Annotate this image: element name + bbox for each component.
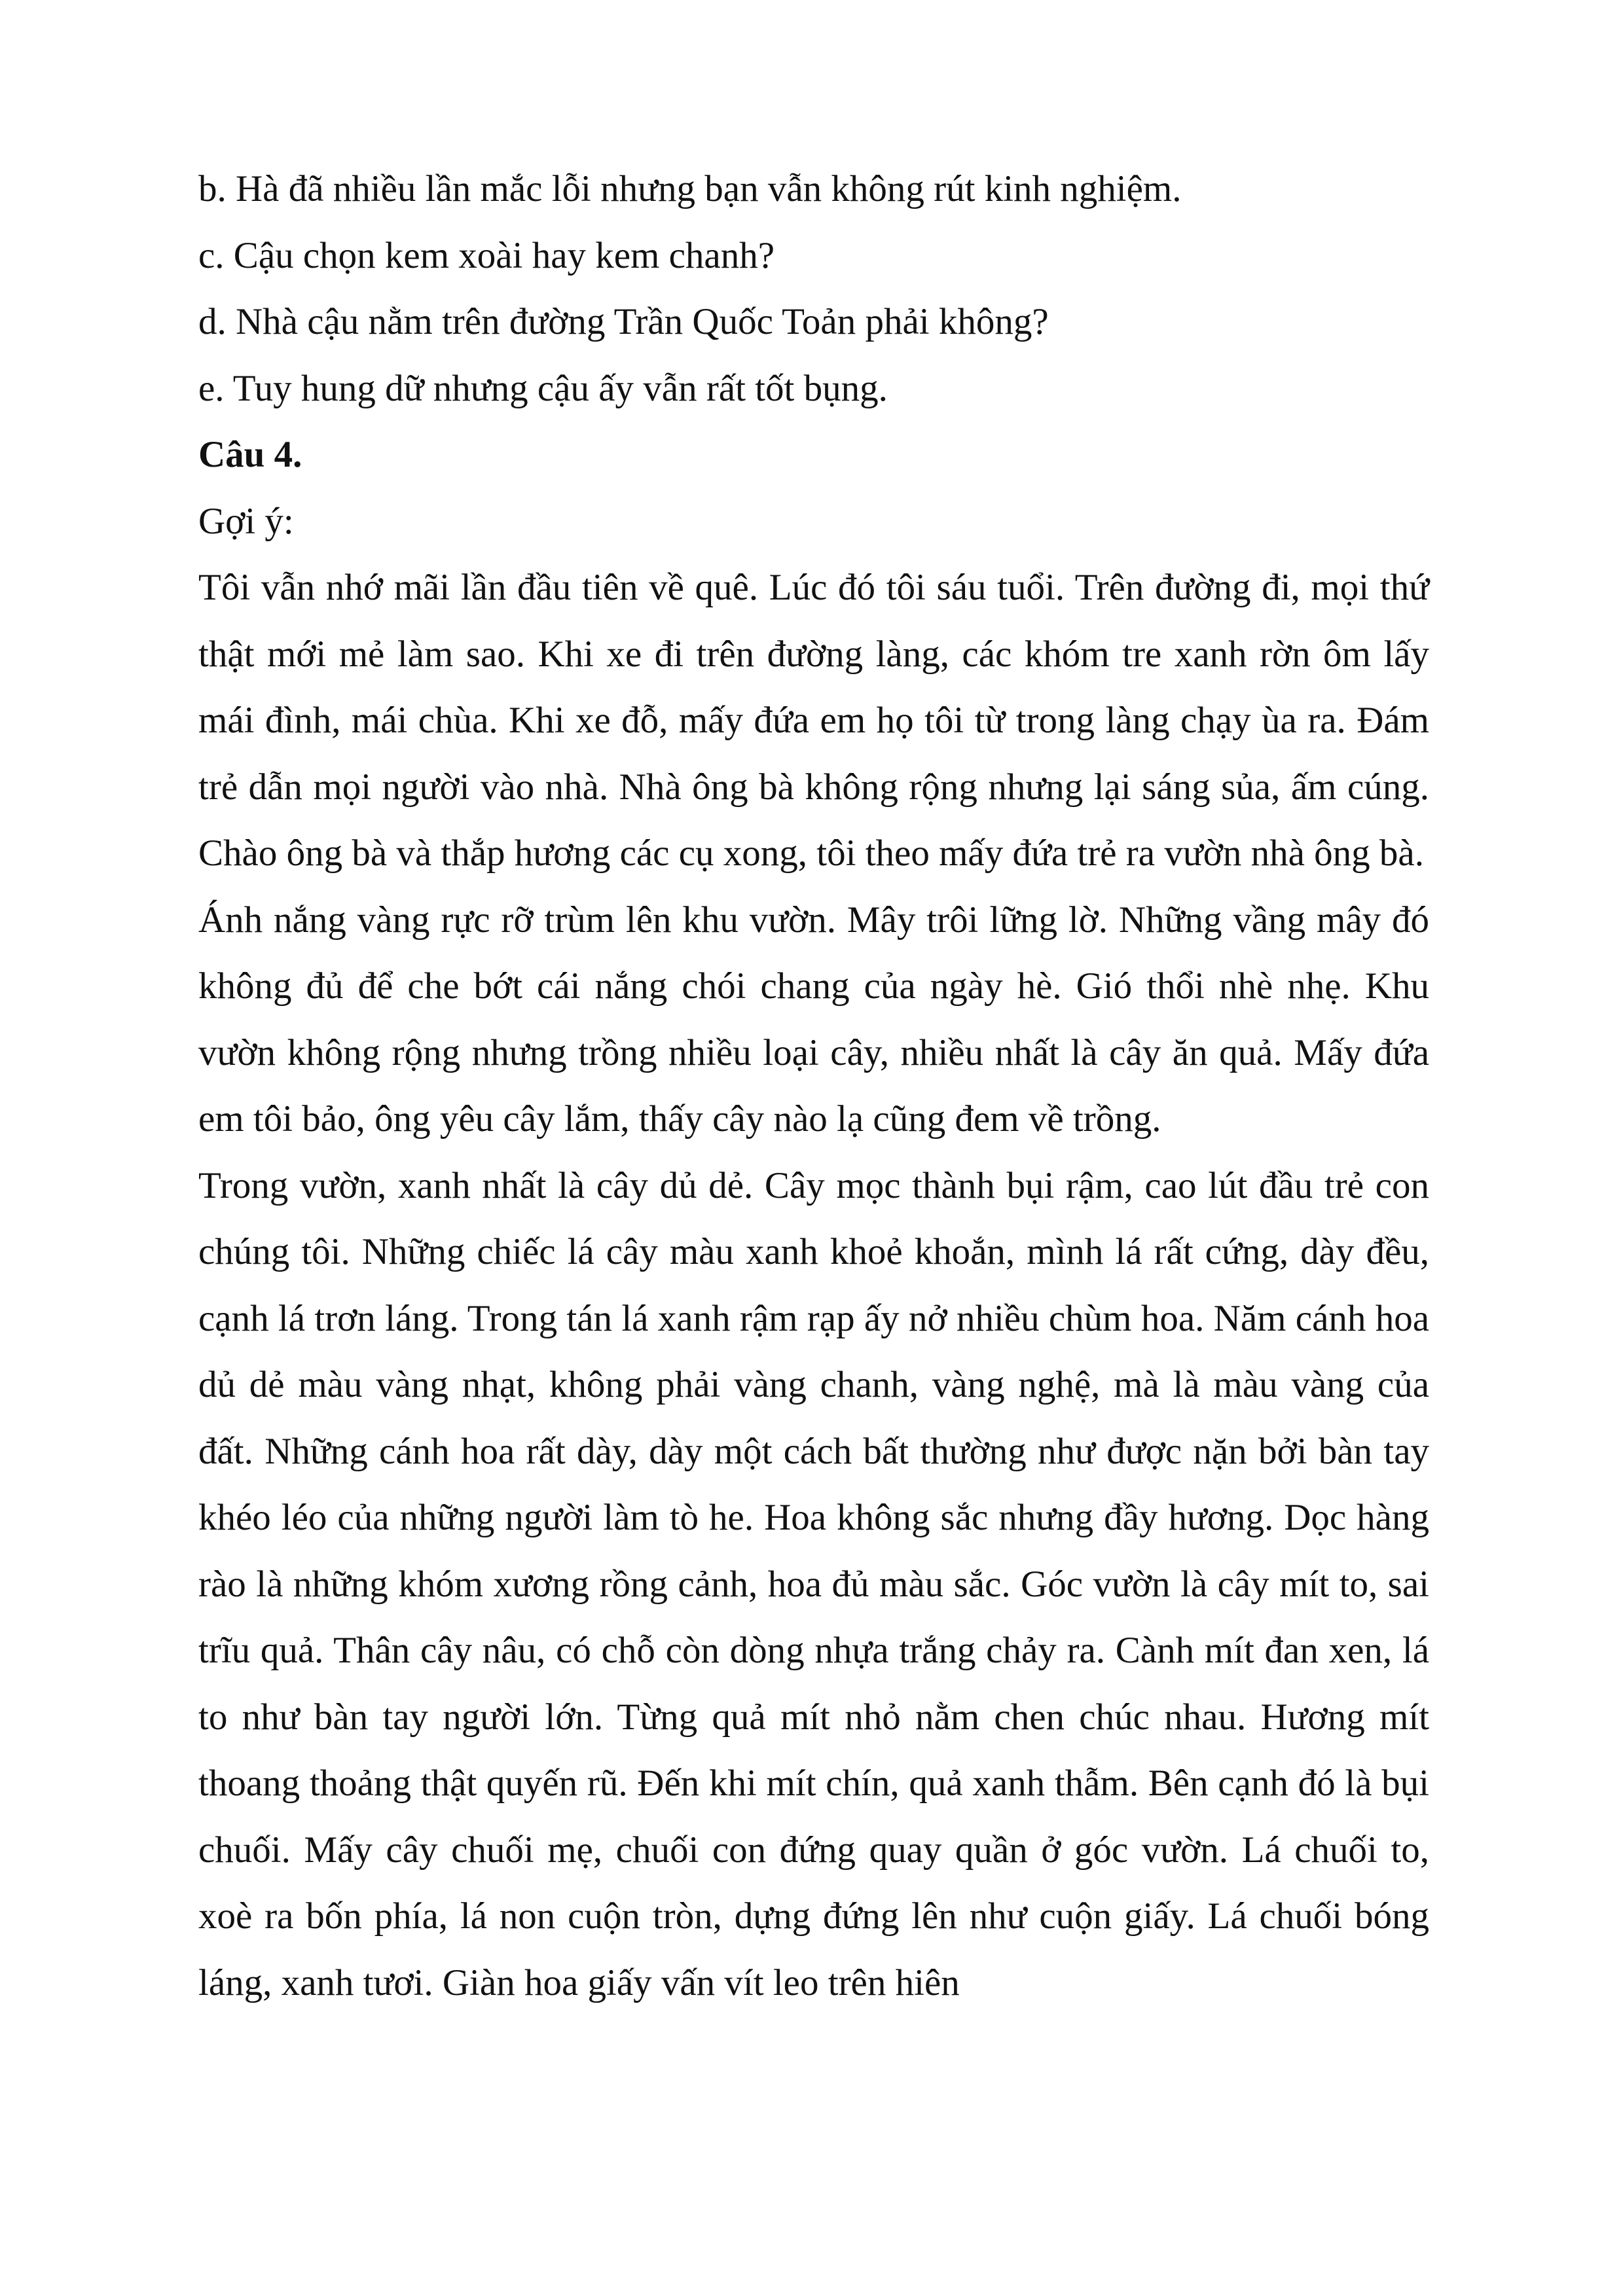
answer-c: c. Cậu chọn kem xoài hay kem chanh? <box>198 234 775 276</box>
essay-paragraph-3: Trong vườn, xanh nhất là cây dủ dẻ. Cây mọc thành bụi rậm, cao lút đầu trẻ con chúng tôi. Những chiếc lá cây màu xanh khoẻ khoắn, mình lá rất cứng, dày đều, cạnh lá trơn láng. Trong tán lá xanh rậm rạp ấy nở nhiều chùm hoa. Năm cánh hoa dủ dẻ màu vàng nhạt, không phải vàng chanh, vàng nghệ, mà là màu vàng của đất. Những cánh hoa rất dày, dày một cách bất thường như được nặn bởi bàn tay khéo léo của những người làm tò he. Hoa không sắc nhưng đầy hương. Dọc hàng rào là những khóm xương rồng cảnh, hoa đủ màu sắc. Góc vườn là cây mít to, sai trĩu quả. Thân cây nâu, có chỗ còn dòng nhựa trắng chảy ra. Cành mít đan xen, lá to như bàn tay người lớn. Từng quả mít nhỏ nằm chen chúc nhau. Hương mít thoang thoảng thật quyến rũ. Đến khi mít chín, quả xanh thẫm. Bên cạnh đó là bụi chuối. Mấy cây chuối mẹ, chuối con đứng quay quần ở góc vườn. Lá chuối to, xoè ra bốn phía, lá non cuộn tròn, dựng đứng lên như cuộn giấy. Lá chuối bóng láng, xanh tươi. Giàn hoa giấy vấn vít leo trên hiên <box>198 1164 1429 2003</box>
answer-e: e. Tuy hung dữ nhưng cậu ấy vẫn rất tốt bụng. <box>198 367 888 409</box>
question-4-heading: Câu 4. <box>198 434 302 475</box>
answer-b: b. Hà đã nhiều lần mắc lỗi nhưng bạn vẫn không rút kinh nghiệm. <box>198 168 1182 209</box>
answer-d: d. Nhà cậu nằm trên đường Trần Quốc Toản phải không? <box>198 301 1049 342</box>
page-content <box>198 156 1429 2016</box>
hint-label: Gợi ý: <box>198 500 294 542</box>
essay-paragraph-1: Tôi vẫn nhớ mãi lần đầu tiên về quê. Lúc đó tôi sáu tuổi. Trên đường đi, mọi thứ thật mới mẻ làm sao. Khi xe đi trên đường làng, các khóm tre xanh rờn ôm lấy mái đình, mái chùa. Khi xe đỗ, mấy đứa em họ tôi từ trong làng chạy ùa ra. Đám trẻ dẫn mọi người vào nhà. Nhà ông bà không rộng nhưng lại sáng sủa, ấm cúng. Chào ông bà và thắp hương các cụ xong, tôi theo mấy đứa trẻ ra vườn nhà ông bà. <box>198 567 1429 874</box>
essay-paragraph-2: Ánh nắng vàng rực rỡ trùm lên khu vườn. Mây trôi lững lờ. Những vầng mây đó không đủ để che bớt cái nắng chói chang của ngày hè. Gió thổi nhè nhẹ. Khu vườn không rộng nhưng trồng nhiều loại cây, nhiều nhất là cây ăn quả. Mấy đứa em tôi bảo, ông yêu cây lắm, thấy cây nào lạ cũng đem về trồng. <box>198 899 1429 1139</box>
